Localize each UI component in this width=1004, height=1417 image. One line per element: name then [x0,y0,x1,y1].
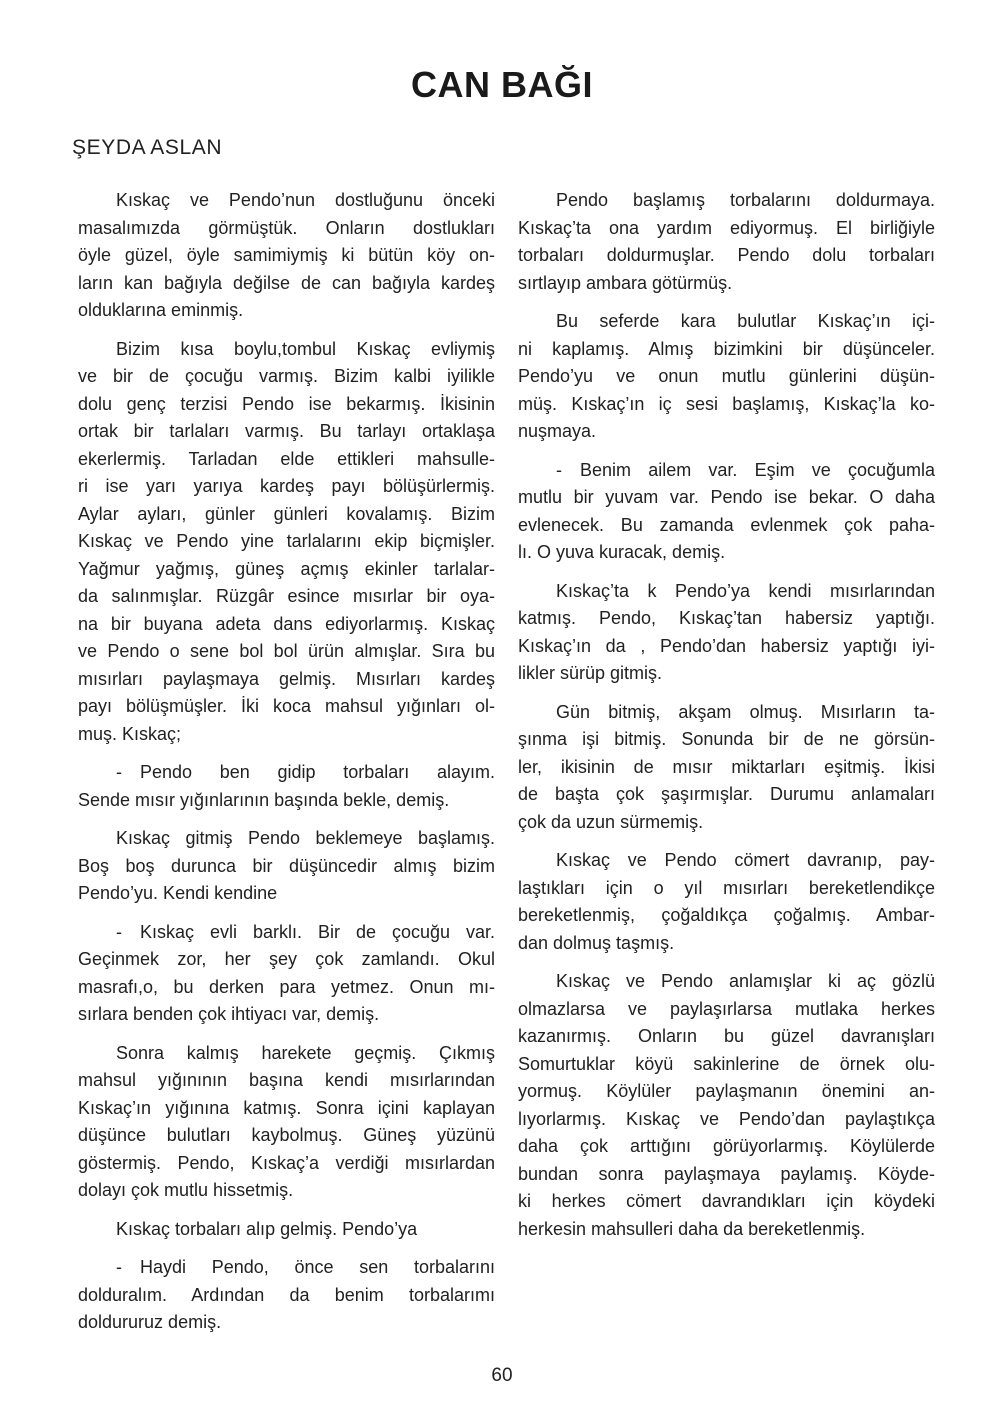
text-line: mutlu bir yuvam var. Pendo ise bekar. O daha [518,487,935,507]
text-line: Kıskaç ve Pendo cömert davranıp, pay- [556,850,935,870]
text-line: ri ise yarı yarıya kardeş payı bölüşürlermiş. [78,476,495,496]
text-line: mahsul yığınının başına kendi mısırlarından [78,1070,495,1090]
text-line: Boş boş durunca bir düşüncedir almış bizim [78,855,495,876]
text-line: Kıskaç ve Pendo anlamışlar ki aç gözlü [556,971,935,991]
text-line: herkesin mahsulleri daha da bereketlenmiş. [518,1218,866,1239]
text-line: Kıskaç’ta ona yardım ediyormuş. El birliğiyle [518,217,935,238]
text-line: düşünce bulutları kaybolmuş. Güneş yüzünü [78,1125,495,1145]
text-line: ler, ikisinin de mısır miktarları eşitmiş. İkisi [518,756,935,777]
paragraph [518,187,935,297]
text-line: Bizim kısa boylu,tombul Kıskaç evliymiş [116,338,495,359]
paragraph [518,847,935,957]
text-line: mısırları paylaşmaya gelmiş. Mısırları kardeş [78,668,495,689]
text-line: nuşmaya. [518,421,597,441]
text-line: Pendo’yu. Kendi kendine [78,883,278,903]
dialogue-paragraph [518,457,935,567]
text-line: dolduralım. Ardından da benim torbalarımı [78,1284,495,1305]
right-column [518,187,935,1337]
text-line: - Haydi Pendo, önce sen torbalarını [116,1257,495,1277]
paragraph [518,968,935,1243]
text-line: muş. Kıskaç; [78,723,182,744]
text-line: Somurtuklar köyü sakinlerine de örnek olu- [518,1053,935,1074]
paragraph [518,308,935,446]
text-line: laştıkları için o yıl mısırları bereketlendikçe [518,877,935,898]
text-line: lı. O yuva kuracak, demiş. [518,542,726,562]
text-line: sırlara benden çok ihtiyacı var, demiş. [78,1004,380,1024]
text-line: Aylar ayları, günler günleri kovalamış. Bizim [78,503,495,524]
text-line: Kıskaç torbaları alıp gelmiş. Pendo’ya [116,1218,418,1239]
text-line: daha çok arttığını görüyorlarmış. Köylülerde [518,1136,935,1156]
paragraph [78,1040,495,1205]
text-line: Kıskaç’ta k Pendo’ya kendi mısırlarından [556,580,935,601]
text-line: torbaları doldurmuşlar. Pendo dolu torbaları [518,245,935,265]
text-line: bundan sonra paylaşmaya paylamış. Köyde- [518,1163,935,1184]
dialogue-paragraph [78,759,495,814]
paragraph [518,699,935,837]
paragraph [78,825,495,908]
text-line: Pendo başlamış torbalarını doldurmaya. [556,190,935,210]
author-name: ŞEYDA ASLAN [72,136,223,159]
text-line: ve Pendo o sene bol bol ürün almışlar. Sıra bu [78,641,495,661]
text-line: masalımızda görmüştük. Onların dostlukları [78,217,495,238]
paragraph [78,1216,495,1244]
text-line: olduklarına eminmiş. [78,300,244,320]
text-line: - Benim ailem var. Eşim ve çocuğumla [556,459,935,480]
paragraph [78,336,495,749]
text-line: dolayı çok mutlu hissetmiş. [78,1180,294,1200]
text-line: - Kıskaç evli barklı. Bir de çocuğu var. [116,921,495,942]
text-line: - Pendo ben gidip torbaları alayım. [116,762,495,782]
text-line: Pendo’yu ve onun mutlu günlerini düşün- [518,366,935,386]
text-line: Kıskaç’ın da , Pendo’dan habersiz yaptığı iyi- [518,635,935,656]
text-line: bereketlenmiş, çoğaldıkça çoğalmış. Ambar- [518,905,935,925]
text-line: katmış. Pendo, Kıskaç’tan habersiz yaptığı. [518,608,935,628]
text-line: ekerlermiş. Tarladan elde ettikleri mahsulle- [78,448,495,469]
text-line: Kıskaç ve Pendo yine tarlalarını ekip biçmişler. [78,531,495,551]
text-line: evlenecek. Bu zamanda evlenmek çok paha- [518,514,935,535]
text-line: na bir buyana adeta dans ediyorlarmış. Kıskaç [78,613,495,634]
text-line: Kıskaç ve Pendo’nun dostluğunu önceki [116,190,495,210]
text-line: olmazlarsa ve paylaşırlarsa mutlaka herkes [518,998,935,1019]
text-line: kazanırmış. Onların bu güzel davranışları [518,1026,935,1046]
text-line: Kıskaç’ın yığınına katmış. Sonra içini kaplayan [78,1097,495,1118]
dialogue-paragraph [78,1254,495,1337]
text-line: ni kaplamış. Almış bizimkini bir düşünceler. [518,338,935,359]
text-line: masrafı,o, bu derken para yetmez. Onun mı- [78,976,495,997]
text-line: Kıskaç gitmiş Pendo beklemeye başlamış. [116,828,495,848]
text-line: dan dolmuş taşmış. [518,932,675,953]
text-line: lıyorlarmış. Kıskaç ve Pendo’dan paylaştıkça [518,1108,935,1129]
text-line: Geçinmek zor, her şey çok zamlandı. Okul [78,949,495,969]
page-title: CAN BAĞI [411,64,593,105]
text-line: şınma işi bitmiş. Sonunda bir de ne görsün- [518,729,935,749]
text-line: dolu genç terzisi Pendo ise bekarmış. İkisinin [78,393,495,414]
text-line: Sende mısır yığınlarının başında bekle, demiş. [78,789,450,810]
text-line: öyle güzel, öyle samimiymiş ki bütün köy on- [78,245,495,265]
text-line: Gün bitmiş, akşam olmuş. Mısırların ta- [556,701,935,722]
dialogue-paragraph [78,919,495,1029]
text-line: müş. Kıskaç’ın iç sesi başlamış, Kıskaç’la ko- [518,393,935,414]
text-line: de başta çok şaşırmışlar. Durumu anlamaları [518,784,935,804]
text-line: ların kan bağıyla değilse de can bağıyla kardeş [78,272,495,293]
page-number: 60 [491,1365,513,1386]
text-line: payı bölüşmüşler. İki koca mahsul yığınları ol- [78,696,495,716]
text-line: ki herkes cömert davrandıkları için köydeki [518,1191,935,1211]
text-line: yormuş. Köylüler paylaşmanın önemini an- [518,1081,935,1101]
text-line: Yağmur yağmış, güneş açmış ekinler tarlalar- [78,558,495,579]
paragraph [78,187,495,325]
text-line: çok da uzun sürmemiş. [518,811,704,832]
text-line: ortak bir tarlaları varmış. Bu tarlayı ortaklaşa [78,421,495,441]
text-line: likler sürüp gitmiş. [518,663,663,683]
left-column [78,187,495,1337]
text-line: sırtlayıp ambara götürmüş. [518,272,733,293]
text-line: ve bir de çocuğu varmış. Bizim kalbi iyilikle [78,366,495,386]
paragraph [518,578,935,688]
text-line: Bu seferde kara bulutlar Kıskaç’ın içi- [556,311,935,331]
text-line: doldururuz demiş. [78,1312,222,1332]
text-columns [0,187,1004,1337]
text-line: Sonra kalmış harekete geçmiş. Çıkmış [116,1042,495,1063]
text-line: göstermiş. Pendo, Kıskaç’a verdiği mısırlardan [78,1152,495,1173]
text-line: da salınmışlar. Rüzgâr esince mısırlar bir oya- [78,586,495,606]
